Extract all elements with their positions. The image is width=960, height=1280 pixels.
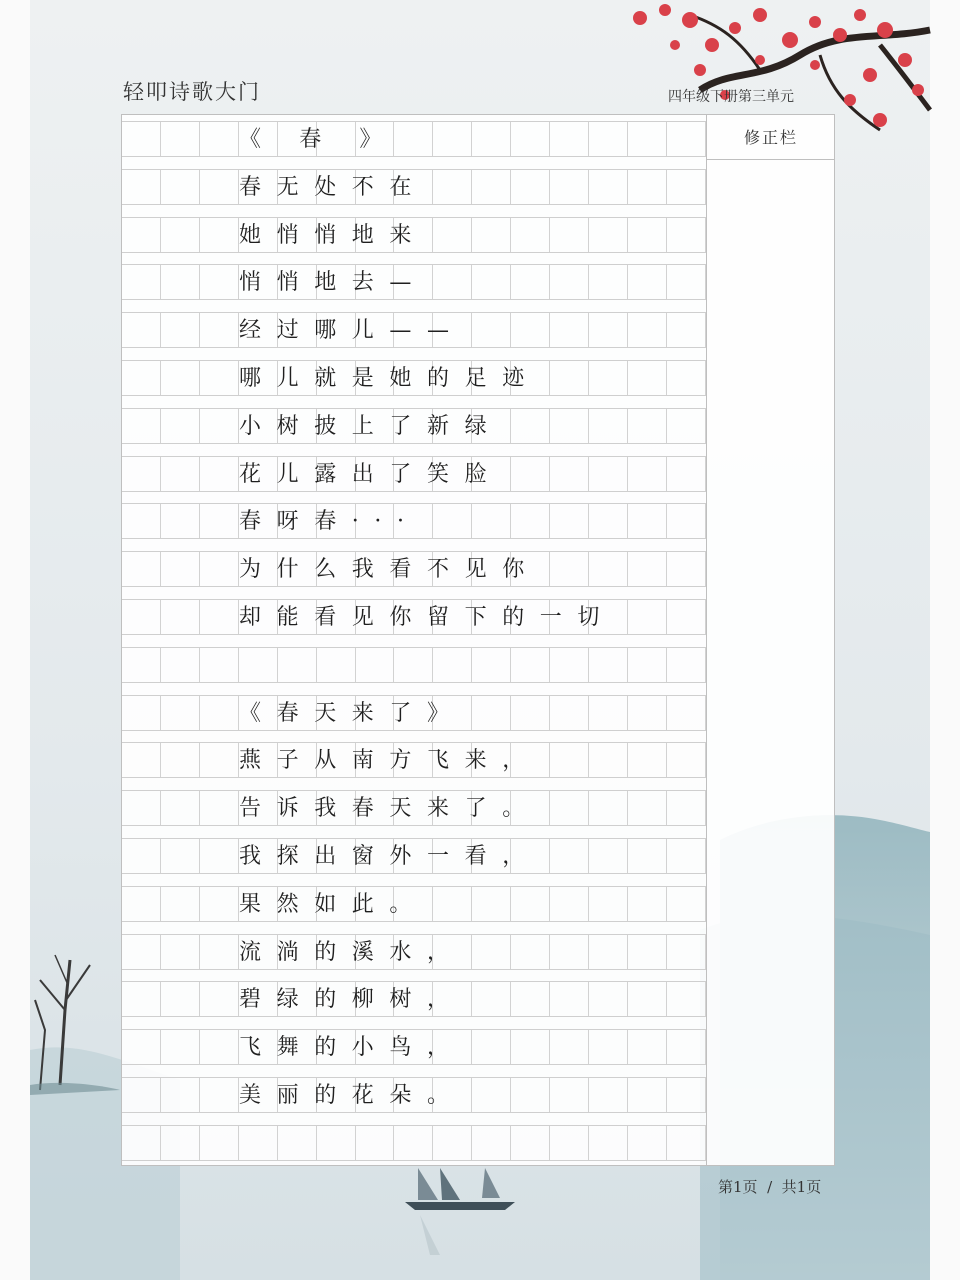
- grid-cell: [356, 648, 395, 682]
- grid-cell: [122, 313, 161, 347]
- grid-cell: [511, 1030, 550, 1064]
- grid-cell: [472, 170, 511, 204]
- grid-cell: [472, 982, 511, 1016]
- grid-cell: [589, 1078, 628, 1112]
- poem-line: 她悄悄地来: [239, 222, 428, 248]
- grid-cell: [550, 409, 589, 443]
- grid-row: [122, 1029, 706, 1065]
- grid-cell: [472, 696, 511, 730]
- grid-cell: [161, 218, 200, 252]
- poem-line: 果然如此。: [239, 891, 428, 917]
- grid-cell: [667, 600, 706, 634]
- grid-cell: [589, 552, 628, 586]
- grid-row: [122, 551, 706, 587]
- poem-line: 哪儿就是她的足迹: [239, 366, 540, 391]
- grid-cell: [122, 935, 161, 969]
- poem-line: 我探出窗外一看，: [239, 844, 540, 869]
- grid-cell: [667, 457, 706, 491]
- grid-cell: [628, 935, 667, 969]
- grid-row: [122, 1125, 706, 1161]
- grid-cell: [667, 887, 706, 921]
- poem-line: 飞舞的小鸟，: [239, 1035, 465, 1061]
- grid-cell: [589, 218, 628, 252]
- grid-cell: [161, 791, 200, 825]
- grid-cell: [628, 1030, 667, 1064]
- unit-label: 四年级下册第三单元: [668, 89, 794, 105]
- grid-cell: [667, 361, 706, 395]
- grid-cell: [589, 982, 628, 1016]
- grid-cell: [667, 839, 706, 873]
- grid-cell: [511, 1078, 550, 1112]
- poem-line: 小树披上了新绿: [239, 413, 503, 439]
- grid-cell: [550, 170, 589, 204]
- grid-row: [122, 503, 706, 539]
- grid-cell: [628, 409, 667, 443]
- grid-cell: [550, 791, 589, 825]
- grid-cell: [317, 648, 356, 682]
- grid-cell: [511, 887, 550, 921]
- grid-cell: [161, 743, 200, 777]
- poem-line: 为什么我看不见你: [239, 557, 540, 583]
- poem-line: 却能看见你留下的一切: [239, 605, 616, 630]
- grid-row: [122, 360, 706, 396]
- grid-cell: [589, 361, 628, 395]
- grid-row: [122, 408, 706, 444]
- grid-cell: [239, 1126, 278, 1160]
- grid-cell: [628, 170, 667, 204]
- grid-cell: [122, 552, 161, 586]
- grid-cell: [667, 265, 706, 299]
- poem-line: 告诉我春天来了。: [239, 796, 540, 822]
- grid-cell: [433, 887, 472, 921]
- grid-row: [122, 121, 706, 157]
- writing-sheet: [121, 114, 835, 1166]
- grid-cell: [667, 1126, 706, 1160]
- grid-cell: [395, 648, 434, 682]
- grid-cell: [395, 1126, 434, 1160]
- grid-cell: [161, 887, 200, 921]
- grid-cell: [511, 1126, 550, 1160]
- grid-row: [122, 264, 706, 300]
- grid-cell: [317, 1126, 356, 1160]
- grid-cell: [628, 696, 667, 730]
- grid-cell: [472, 648, 511, 682]
- grid-cell: [550, 1030, 589, 1064]
- grid-cell: [161, 696, 200, 730]
- grid-cell: [550, 218, 589, 252]
- grid-cell: [628, 791, 667, 825]
- grid-row: [122, 599, 706, 635]
- grid-cell: [122, 648, 161, 682]
- grid-cell: [200, 1030, 239, 1064]
- grid-cell: [200, 791, 239, 825]
- grid-cell: [589, 743, 628, 777]
- grid-cell: [628, 600, 667, 634]
- grid-cell: [200, 218, 239, 252]
- grid-cell: [511, 457, 550, 491]
- grid-cell: [550, 361, 589, 395]
- grid-row: [122, 838, 706, 874]
- grid-cell: [472, 887, 511, 921]
- grid-cell: [161, 265, 200, 299]
- grid-cell: [122, 887, 161, 921]
- grid-cell: [589, 313, 628, 347]
- poem-line: 碧绿的柳树，: [239, 987, 465, 1013]
- grid-cell: [667, 122, 706, 156]
- grid-cell: [550, 887, 589, 921]
- grid-cell: [589, 504, 628, 538]
- grid-cell: [550, 552, 589, 586]
- grid-cell: [511, 982, 550, 1016]
- grid-cell: [356, 1126, 395, 1160]
- grid-cell: [200, 361, 239, 395]
- grid-cell: [589, 457, 628, 491]
- grid-cell: [667, 170, 706, 204]
- poem-line: 悄悄地去—: [239, 270, 428, 296]
- grid-cell: [511, 265, 550, 299]
- poem-line: 《 春 》: [239, 127, 397, 152]
- grid-cell: [589, 839, 628, 873]
- grid-cell: [161, 552, 200, 586]
- grid-cell: [200, 696, 239, 730]
- grid-cell: [200, 457, 239, 491]
- grid-cell: [239, 648, 278, 682]
- grid-row: [122, 981, 706, 1017]
- grid-row: [122, 695, 706, 731]
- grid-cell: [667, 504, 706, 538]
- grid-cell: [589, 265, 628, 299]
- grid-cell: [511, 409, 550, 443]
- grid-cell: [550, 1078, 589, 1112]
- grid-cell: [472, 1030, 511, 1064]
- grid-cell: [511, 313, 550, 347]
- grid-cell: [200, 839, 239, 873]
- grid-cell: [589, 122, 628, 156]
- grid-cell: [122, 265, 161, 299]
- grid-cell: [472, 122, 511, 156]
- grid-cell: [628, 122, 667, 156]
- grid-cell: [122, 982, 161, 1016]
- grid-cell: [667, 552, 706, 586]
- grid-cell: [472, 1078, 511, 1112]
- grid-cell: [200, 265, 239, 299]
- grid-row: [122, 312, 706, 348]
- correction-divider: [707, 159, 835, 160]
- grid-cell: [122, 1126, 161, 1160]
- grid-cell: [667, 743, 706, 777]
- grid-cell: [511, 122, 550, 156]
- grid-cell: [433, 1126, 472, 1160]
- grid-cell: [628, 887, 667, 921]
- grid-cell: [200, 552, 239, 586]
- grid-cell: [667, 648, 706, 682]
- writing-grid: [121, 114, 707, 1166]
- correction-column: [707, 114, 835, 1166]
- grid-cell: [589, 1030, 628, 1064]
- grid-cell: [628, 361, 667, 395]
- grid-cell: [628, 504, 667, 538]
- grid-row: [122, 456, 706, 492]
- grid-cell: [589, 409, 628, 443]
- grid-cell: [550, 839, 589, 873]
- grid-cell: [511, 504, 550, 538]
- poem-line: 春无处不在: [239, 174, 428, 200]
- grid-cell: [667, 1078, 706, 1112]
- grid-cell: [472, 313, 511, 347]
- grid-row: [122, 934, 706, 970]
- poem-line: 花儿露出了笑脸: [239, 461, 503, 487]
- grid-cell: [628, 552, 667, 586]
- grid-cell: [200, 1126, 239, 1160]
- grid-cell: [161, 982, 200, 1016]
- grid-cell: [472, 935, 511, 969]
- grid-cell: [667, 935, 706, 969]
- grid-cell: [122, 218, 161, 252]
- grid-cell: [511, 696, 550, 730]
- grid-cell: [161, 1030, 200, 1064]
- grid-row: [122, 790, 706, 826]
- grid-cell: [122, 361, 161, 395]
- grid-cell: [667, 791, 706, 825]
- grid-cell: [589, 648, 628, 682]
- grid-cell: [511, 170, 550, 204]
- grid-cell: [161, 122, 200, 156]
- grid-cell: [122, 122, 161, 156]
- grid-cell: [628, 265, 667, 299]
- grid-cell: [550, 504, 589, 538]
- grid-row: [122, 1077, 706, 1113]
- grid-cell: [628, 982, 667, 1016]
- grid-cell: [200, 313, 239, 347]
- grid-cell: [200, 982, 239, 1016]
- grid-cell: [628, 743, 667, 777]
- grid-cell: [550, 457, 589, 491]
- grid-cell: [511, 935, 550, 969]
- grid-cell: [628, 1126, 667, 1160]
- grid-cell: [122, 409, 161, 443]
- grid-cell: [433, 170, 472, 204]
- grid-cell: [200, 1078, 239, 1112]
- grid-cell: [589, 887, 628, 921]
- grid-cell: [161, 839, 200, 873]
- grid-cell: [122, 1078, 161, 1112]
- poem-line: 春呀春···: [239, 509, 420, 535]
- grid-cell: [161, 170, 200, 204]
- grid-cell: [161, 457, 200, 491]
- grid-row: [122, 742, 706, 778]
- grid-row: [122, 886, 706, 922]
- grid-cell: [550, 122, 589, 156]
- page-number: 第1页 / 共1页: [718, 1178, 822, 1196]
- grid-cell: [200, 170, 239, 204]
- poem-line: 流淌的溪水，: [239, 939, 465, 965]
- grid-cell: [161, 504, 200, 538]
- grid-cell: [550, 648, 589, 682]
- grid-cell: [433, 265, 472, 299]
- grid-row: [122, 169, 706, 205]
- poem-line: 《春天来了》: [239, 700, 465, 726]
- grid-cell: [122, 600, 161, 634]
- grid-cell: [278, 1126, 317, 1160]
- grid-cell: [161, 409, 200, 443]
- grid-cell: [161, 1126, 200, 1160]
- grid-cell: [550, 1126, 589, 1160]
- grid-cell: [550, 935, 589, 969]
- grid-cell: [667, 982, 706, 1016]
- grid-cell: [122, 791, 161, 825]
- grid-cell: [667, 696, 706, 730]
- grid-cell: [511, 648, 550, 682]
- grid-cell: [433, 648, 472, 682]
- grid-cell: [161, 313, 200, 347]
- poem-line: 燕子从南方飞来，: [239, 748, 540, 774]
- grid-cell: [472, 1126, 511, 1160]
- grid-cell: [200, 887, 239, 921]
- grid-cell: [628, 218, 667, 252]
- grid-cell: [667, 1030, 706, 1064]
- grid-cell: [589, 696, 628, 730]
- grid-cell: [161, 648, 200, 682]
- grid-cell: [589, 1126, 628, 1160]
- poem-line: 美丽的花朵。: [239, 1083, 465, 1108]
- grid-cell: [200, 935, 239, 969]
- book-title: 轻叩诗歌大门: [123, 80, 261, 104]
- grid-cell: [200, 743, 239, 777]
- grid-cell: [667, 409, 706, 443]
- grid-cell: [161, 361, 200, 395]
- grid-cell: [122, 170, 161, 204]
- grid-cell: [589, 170, 628, 204]
- grid-cell: [550, 265, 589, 299]
- grid-cell: [628, 1078, 667, 1112]
- grid-cell: [200, 504, 239, 538]
- grid-cell: [511, 218, 550, 252]
- grid-cell: [550, 982, 589, 1016]
- grid-row: [122, 647, 706, 683]
- grid-cell: [550, 313, 589, 347]
- grid-cell: [122, 457, 161, 491]
- grid-row: [122, 217, 706, 253]
- grid-cell: [161, 1078, 200, 1112]
- grid-cell: [200, 648, 239, 682]
- grid-cell: [433, 504, 472, 538]
- grid-cell: [589, 791, 628, 825]
- grid-cell: [122, 1030, 161, 1064]
- grid-cell: [122, 504, 161, 538]
- grid-cell: [589, 935, 628, 969]
- poem-line: 经过哪儿——: [239, 318, 465, 344]
- grid-cell: [200, 600, 239, 634]
- grid-cell: [395, 122, 434, 156]
- grid-cell: [122, 743, 161, 777]
- grid-cell: [433, 122, 472, 156]
- grid-cell: [472, 218, 511, 252]
- grid-cell: [550, 743, 589, 777]
- grid-cell: [122, 696, 161, 730]
- grid-cell: [278, 648, 317, 682]
- grid-cell: [472, 265, 511, 299]
- grid-cell: [122, 839, 161, 873]
- grid-cell: [628, 648, 667, 682]
- grid-cell: [161, 600, 200, 634]
- grid-cell: [200, 122, 239, 156]
- grid-cell: [628, 313, 667, 347]
- grid-cell: [433, 218, 472, 252]
- grid-cell: [667, 218, 706, 252]
- grid-cell: [161, 935, 200, 969]
- grid-cell: [200, 409, 239, 443]
- grid-cell: [472, 504, 511, 538]
- correction-title: 修正栏: [743, 128, 798, 147]
- grid-cell: [667, 313, 706, 347]
- grid-cell: [550, 696, 589, 730]
- grid-cell: [628, 839, 667, 873]
- grid-cell: [628, 457, 667, 491]
